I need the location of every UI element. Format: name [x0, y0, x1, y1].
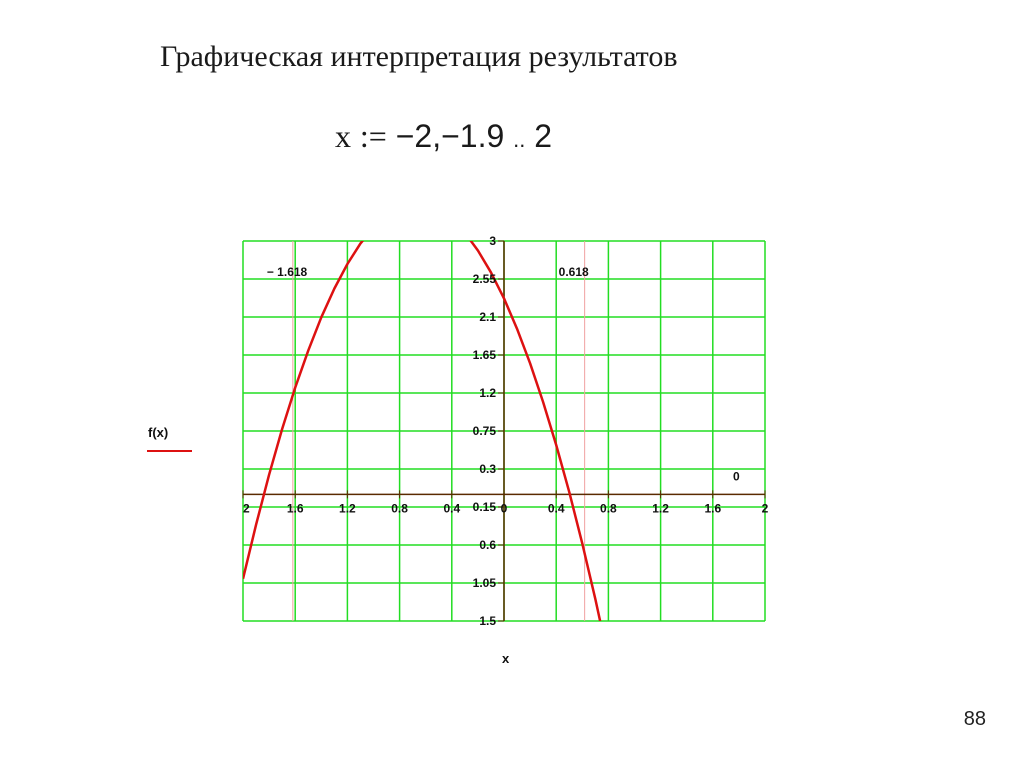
formula-comma: ,	[432, 118, 442, 154]
formula-step: −1.9	[441, 118, 505, 154]
formula-start: −2	[395, 118, 433, 154]
y-tick-label: 3	[489, 234, 496, 248]
formula-variable: x	[335, 118, 351, 154]
x-tick-label: 0.8	[391, 501, 408, 516]
y-axis-title	[148, 425, 168, 440]
y-tick-label: 2.1	[479, 310, 496, 324]
slide-title: Графическая интерпретация результатов	[160, 40, 678, 73]
x-tick-label: 1.6	[704, 501, 722, 516]
x-axis-label: x	[502, 651, 510, 666]
x-tick-label: 2	[761, 501, 769, 516]
zero-line-label: 0	[733, 469, 740, 484]
formula-range: ..	[513, 127, 526, 152]
root-marker-label: 0.618	[558, 265, 589, 279]
formula-assign: :=	[359, 118, 387, 154]
y-tick-label: 0.6	[479, 538, 496, 552]
y-tick-label: 1.2	[479, 386, 496, 400]
y-axis-label: f(x)	[148, 425, 169, 440]
y-tick-label: 2.55	[472, 272, 496, 286]
y-tick-label: 1.5	[479, 614, 496, 628]
x-tick-label: 1.2	[339, 501, 356, 516]
y-tick-label: 0.3	[479, 462, 496, 476]
y-tick-label: 0.75	[472, 424, 496, 438]
root-marker-label: − 1.618	[266, 265, 308, 279]
y-tick-label: 1.05	[472, 576, 496, 590]
formula-end: 2	[534, 118, 553, 154]
y-tick-label: 0.15	[472, 500, 496, 514]
x-tick-label: 1.6	[286, 501, 304, 516]
y-tick-label: 1.65	[472, 348, 496, 362]
x-tick-label: 0.4	[547, 501, 565, 516]
x-tick-label: 0	[500, 501, 508, 516]
page-number: 88	[963, 708, 986, 730]
x-tick-label: 0.4	[443, 501, 461, 516]
x-tick-label: 1.2	[652, 501, 669, 516]
x-tick-label: 0.8	[600, 501, 617, 516]
x-tick-label: 2	[243, 501, 250, 516]
